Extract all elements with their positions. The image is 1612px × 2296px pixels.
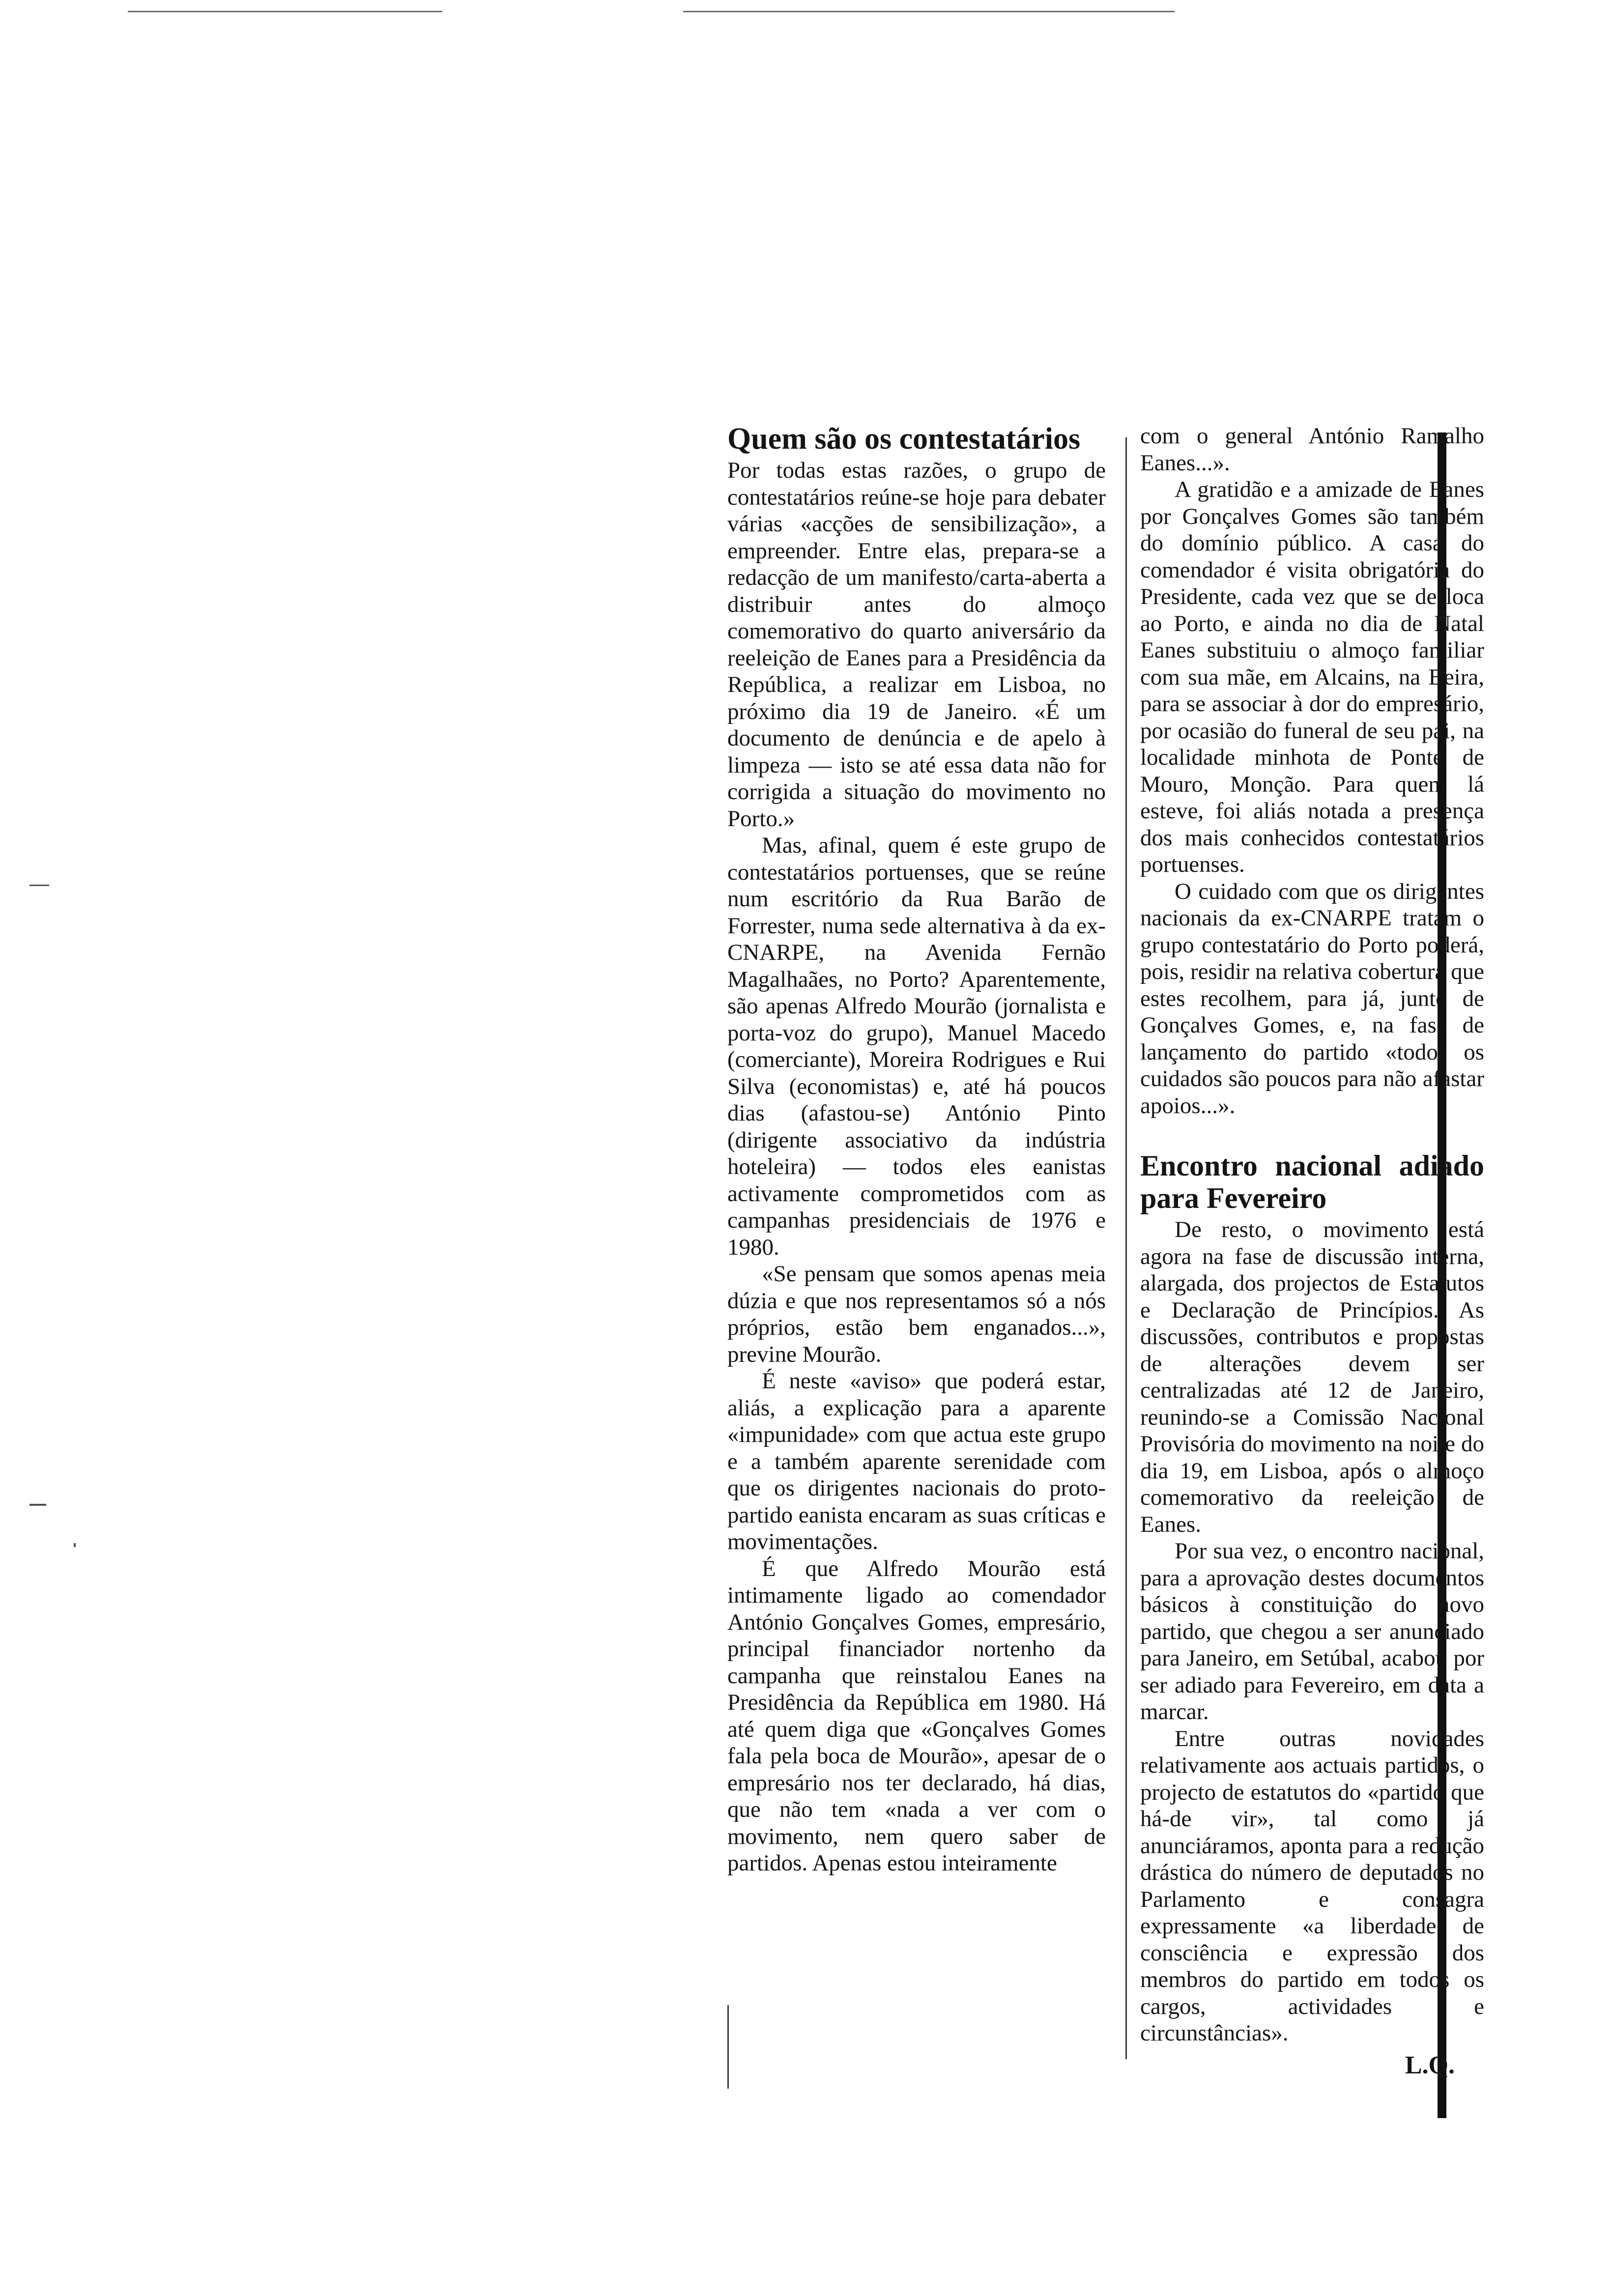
column-rule [1125, 437, 1127, 2059]
paragraph: Entre outras novidades relativamente aos actuais partidos, o projecto de estatutos do «partido que há-de vir», tal como já anunciáramos, aponta para a redução drástica do número de deputados no Parlamento e consagra expressamente «a liberdade de consciência e expressão dos membros do partido em todos os cargos, actividades e circunstâncias». [1140, 1725, 1484, 2046]
margin-mark [29, 885, 49, 886]
article-column-right [1140, 423, 1484, 2080]
scan-edge-line [128, 11, 442, 12]
margin-mark [74, 1543, 76, 1547]
paragraph: «Se pensam que somos apenas meia dúzia e que nos representamos só a nós próprios, estão bem enganados...», previne Mourão. [727, 1261, 1106, 1367]
author-signature: L.Q. [1405, 2051, 1455, 2079]
paragraph: com o general António Ramalho Eanes...». [1140, 423, 1484, 476]
paragraph: Por sua vez, o encontro nacional, para a aprovação destes documentos básicos à constituição do novo partido, que chegou a ser anunciado para Janeiro, em Setúbal, acabou por ser adiado para Fevereiro, em data a marcar. [1140, 1538, 1484, 1724]
article-column-left [727, 423, 1106, 1877]
paragraph: De resto, o movimento está agora na fase de discussão interna, alargada, dos projectos de Estatutos e Declaração de Princípios. As discussões, contributos e propostas de alterações devem ser centralizadas até 12 de Janeiro, reunindo-se a Comissão Nacional Provisória do movimento na noite do dia 19, em Lisboa, após o almoço comemorativo da reeleição de Eanes. [1140, 1217, 1484, 1537]
paragraph: Mas, afinal, quem é este grupo de contestatários portuenses, que se reúne num escritório da Rua Barão de Forrester, numa sede alternativa à da ex-CNARPE, na Avenida Fernão Magalhaães, no Porto? Aparentemente, são apenas Alfredo Mourão (jornalista e porta-voz do grupo), Manuel Macedo (comerciante), Moreira Rodrigues e Rui Silva (economistas) e, até há poucos dias (afastou-se) António Pinto (dirigente associativo da indústria hoteleira) — todos eles eanistas activamente comprometidos com as campanhas presidenciais de 1976 e 1980. [727, 832, 1106, 1260]
section-heading: Encontro nacional adiado para Fevereiro [1140, 1149, 1484, 1214]
paragraph: Por todas estas razões, o grupo de contestatários reúne-se hoje para debater várias «acções de sensibilização», a empreender. Entre elas, prepara-se a redacção de um manifesto/carta-aberta a distribuir antes do almoço comemorativo do quarto aniversário da reeleição de Eanes para a Presidência da República, a realizar em Lisboa, no próximo dia 19 de Janeiro. «É um documento de denúncia e de apelo à limpeza — isto se até essa data não for corrigida a situação do movimento no Porto.» [727, 458, 1106, 832]
scan-edge-line [683, 11, 1175, 12]
margin-mark [29, 1504, 46, 1506]
paragraph: É neste «aviso» que poderá estar, aliás, a explicação para a aparente «impunidade» com que actua este grupo e a também aparente serenidade com que os dirigentes nacionais do proto-partido eanista encaram as suas críticas e movimentações. [727, 1368, 1106, 1554]
paragraph: O cuidado com que os dirigentes nacionais da ex-CNARPE tratam o grupo contestatário do Porto poderá, pois, residir na relativa cobertura que estes recolhem, para já, junto de Gonçalves Gomes, e, na fase de lançamento do partido «todos os cuidados são poucos para não afastar apoios...». [1140, 878, 1484, 1119]
column-rule [727, 2005, 729, 2089]
paragraph: É que Alfredo Mourão está intimamente ligado ao comendador António Gonçalves Gomes, empresário, principal financiador nortenho da campanha que reinstalou Eanes na Presidência da República em 1980. Há até quem diga que «Gonçalves Gomes fala pela boca de Mourão», apesar de o empresário nos ter declarado, há dias, que não tem «nada a ver com o movimento, nem quero saber de partidos. Apenas estou inteiramente [727, 1555, 1106, 1876]
section-heading: Quem são os contestatários [727, 422, 1081, 456]
paragraph: A gratidão e a amizade de Eanes por Gonçalves Gomes são também do domínio público. A casa do comendador é visita obrigatória do Presidente, cada vez que se desloca ao Porto, e ainda no dia de Natal Eanes substituiu o almoço familiar com sua mãe, em Alcains, na Beira, para se associar à dor do empresário, por ocasião do funeral de seu pai, na localidade minhota de Ponte de Mouro, Monção. Para quem lá esteve, foi aliás notada a presença dos mais conhecidos contestatários portuenses. [1140, 477, 1484, 877]
